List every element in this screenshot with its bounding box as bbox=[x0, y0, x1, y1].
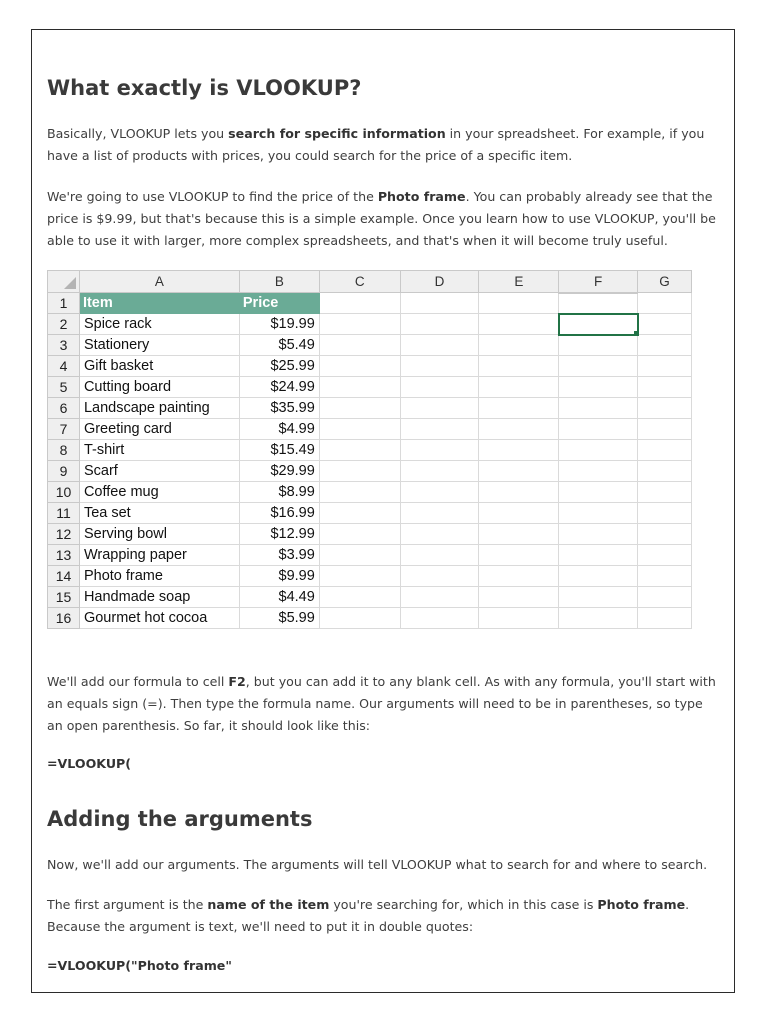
empty-cell[interactable] bbox=[638, 461, 692, 482]
cell-price[interactable]: $4.49 bbox=[239, 587, 319, 608]
empty-cell[interactable] bbox=[559, 608, 638, 629]
empty-cell[interactable] bbox=[319, 524, 400, 545]
row-number[interactable]: 10 bbox=[48, 482, 80, 503]
cell-price[interactable]: $25.99 bbox=[239, 356, 319, 377]
empty-cell[interactable] bbox=[400, 524, 479, 545]
cell-header-price[interactable]: Price bbox=[239, 293, 319, 314]
empty-cell[interactable] bbox=[400, 293, 479, 314]
cell-item[interactable]: Greeting card bbox=[79, 419, 239, 440]
empty-cell[interactable] bbox=[319, 419, 400, 440]
table-row bbox=[48, 377, 692, 398]
empty-cell[interactable] bbox=[559, 566, 638, 587]
cell-item[interactable]: Gourmet hot cocoa bbox=[79, 608, 239, 629]
table-row bbox=[48, 419, 692, 440]
empty-cell[interactable] bbox=[319, 398, 400, 419]
row-number[interactable]: 6 bbox=[48, 398, 80, 419]
text-run: We're going to use VLOOKUP to find the price of the bbox=[47, 189, 378, 204]
empty-cell[interactable] bbox=[400, 566, 479, 587]
cell-item[interactable]: Gift basket bbox=[79, 356, 239, 377]
empty-cell[interactable] bbox=[400, 587, 479, 608]
cell-price[interactable]: $8.99 bbox=[239, 482, 319, 503]
row-number[interactable]: 7 bbox=[48, 419, 80, 440]
empty-cell[interactable] bbox=[479, 608, 559, 629]
empty-cell[interactable] bbox=[638, 566, 692, 587]
text-run: The first argument is the bbox=[47, 897, 208, 912]
empty-cell[interactable] bbox=[479, 356, 559, 377]
cell-price[interactable]: $19.99 bbox=[239, 314, 319, 335]
empty-cell[interactable] bbox=[559, 293, 638, 314]
spreadsheet-grid bbox=[47, 270, 692, 629]
empty-cell[interactable] bbox=[400, 377, 479, 398]
row-number[interactable]: 2 bbox=[48, 314, 80, 335]
cell-item[interactable]: Scarf bbox=[79, 461, 239, 482]
empty-cell[interactable] bbox=[319, 356, 400, 377]
table-row bbox=[48, 314, 692, 335]
column-header-row bbox=[48, 271, 692, 293]
text-run: Basically, VLOOKUP lets you bbox=[47, 126, 229, 141]
empty-cell[interactable] bbox=[319, 482, 400, 503]
empty-cell[interactable] bbox=[638, 587, 692, 608]
empty-cell[interactable] bbox=[319, 314, 400, 335]
cell-price[interactable]: $29.99 bbox=[239, 461, 319, 482]
empty-cell[interactable] bbox=[479, 293, 559, 314]
table-row bbox=[48, 524, 692, 545]
bold-run: Photo frame bbox=[377, 189, 466, 204]
row-number[interactable]: 8 bbox=[48, 440, 80, 461]
empty-cell[interactable] bbox=[638, 608, 692, 629]
row-number[interactable]: 12 bbox=[48, 524, 80, 545]
empty-cell[interactable] bbox=[400, 545, 479, 566]
bold-run: F2 bbox=[228, 674, 246, 689]
column-header-a[interactable]: A bbox=[79, 271, 239, 293]
column-header-e[interactable]: E bbox=[479, 271, 559, 293]
column-header-d[interactable]: D bbox=[400, 271, 479, 293]
empty-cell[interactable] bbox=[479, 419, 559, 440]
empty-cell[interactable] bbox=[559, 503, 638, 524]
empty-cell[interactable] bbox=[559, 398, 638, 419]
row-number[interactable]: 14 bbox=[48, 566, 80, 587]
empty-cell[interactable] bbox=[559, 377, 638, 398]
empty-cell[interactable] bbox=[319, 293, 400, 314]
cell-header-item[interactable]: Item bbox=[79, 293, 239, 314]
empty-cell[interactable] bbox=[319, 566, 400, 587]
cell-price[interactable]: $12.99 bbox=[239, 524, 319, 545]
article-frame bbox=[31, 29, 735, 993]
empty-cell[interactable] bbox=[479, 377, 559, 398]
empty-cell[interactable] bbox=[319, 335, 400, 356]
cell-price[interactable]: $4.99 bbox=[239, 419, 319, 440]
table-row bbox=[48, 587, 692, 608]
empty-cell[interactable] bbox=[319, 461, 400, 482]
column-header-f[interactable]: F bbox=[559, 271, 638, 293]
select-all-triangle-icon bbox=[64, 277, 76, 289]
empty-cell[interactable] bbox=[400, 314, 479, 335]
cell-price[interactable]: $5.49 bbox=[239, 335, 319, 356]
table-row bbox=[48, 503, 692, 524]
text-run: . Because the argument is text, we'll need to put it in double quotes: bbox=[47, 897, 690, 934]
row-number[interactable]: 1 bbox=[48, 293, 80, 314]
empty-cell[interactable] bbox=[479, 482, 559, 503]
paragraph-first-argument bbox=[47, 894, 719, 938]
bold-run: Photo frame bbox=[597, 897, 686, 912]
empty-cell[interactable] bbox=[479, 566, 559, 587]
empty-cell[interactable] bbox=[319, 545, 400, 566]
cell-price[interactable]: $35.99 bbox=[239, 398, 319, 419]
empty-cell[interactable] bbox=[638, 377, 692, 398]
table-row bbox=[48, 356, 692, 377]
select-all-corner[interactable] bbox=[48, 271, 80, 293]
empty-cell[interactable] bbox=[400, 503, 479, 524]
row-number[interactable]: 4 bbox=[48, 356, 80, 377]
row-number[interactable]: 3 bbox=[48, 335, 80, 356]
formula-example-2: =VLOOKUP("Photo frame" bbox=[47, 958, 232, 973]
empty-cell[interactable] bbox=[479, 314, 559, 335]
column-header-b[interactable]: B bbox=[239, 271, 319, 293]
cell-item[interactable]: Spice rack bbox=[79, 314, 239, 335]
empty-cell[interactable] bbox=[559, 335, 638, 356]
table-row bbox=[48, 608, 692, 629]
paragraph-photo-frame bbox=[47, 186, 719, 252]
paragraph-intro bbox=[47, 123, 719, 167]
text-run: , but you can add it to any blank cell. As with any formula, you'll start with an equals sign (=). Then type the formula name. Our arguments will need to be in parentheses, so type an open parenthesis. So far, it should look like this: bbox=[47, 674, 716, 733]
cell-price[interactable]: $3.99 bbox=[239, 545, 319, 566]
empty-cell[interactable] bbox=[319, 587, 400, 608]
bold-run: name of the item bbox=[207, 897, 330, 912]
cell-price[interactable]: $24.99 bbox=[239, 377, 319, 398]
paragraph-arguments: Now, we'll add our arguments. The arguments will tell VLOOKUP what to search for and where to search. bbox=[47, 857, 708, 872]
empty-cell[interactable] bbox=[319, 377, 400, 398]
cell-item[interactable]: Stationery bbox=[79, 335, 239, 356]
table-row bbox=[48, 398, 692, 419]
text-run: . You can probably already see that the price is $9.99, but that's because this is a simple example. Once you learn how to use VLOOKUP, you'll be able to use it with larger, more complex spreadsheets, and that's when it will become truly useful. bbox=[47, 189, 716, 248]
empty-cell[interactable] bbox=[559, 524, 638, 545]
empty-cell[interactable] bbox=[400, 440, 479, 461]
empty-cell[interactable] bbox=[559, 482, 638, 503]
cell-item[interactable]: Handmade soap bbox=[79, 587, 239, 608]
row-number[interactable]: 13 bbox=[48, 545, 80, 566]
cell-item[interactable]: Coffee mug bbox=[79, 482, 239, 503]
paragraph-formula-cell bbox=[47, 671, 719, 737]
row-number[interactable]: 15 bbox=[48, 587, 80, 608]
cell-item[interactable]: Cutting board bbox=[79, 377, 239, 398]
empty-cell[interactable] bbox=[638, 335, 692, 356]
empty-cell[interactable] bbox=[559, 419, 638, 440]
empty-cell[interactable] bbox=[400, 419, 479, 440]
empty-cell[interactable] bbox=[479, 398, 559, 419]
cell-price[interactable]: $15.49 bbox=[239, 440, 319, 461]
empty-cell[interactable] bbox=[638, 356, 692, 377]
empty-cell[interactable] bbox=[638, 545, 692, 566]
table-row bbox=[48, 545, 692, 566]
text-run: you're searching for, which in this case is bbox=[329, 897, 598, 912]
cell-price[interactable]: $5.99 bbox=[239, 608, 319, 629]
cell-item[interactable]: Photo frame bbox=[79, 566, 239, 587]
cell-item[interactable]: T-shirt bbox=[79, 440, 239, 461]
row-number[interactable]: 11 bbox=[48, 503, 80, 524]
empty-cell[interactable] bbox=[638, 314, 692, 335]
row-number[interactable]: 9 bbox=[48, 461, 80, 482]
empty-cell[interactable] bbox=[559, 587, 638, 608]
spreadsheet-screenshot bbox=[47, 270, 692, 650]
empty-cell[interactable] bbox=[638, 503, 692, 524]
cell-price[interactable]: $9.99 bbox=[239, 566, 319, 587]
empty-cell[interactable] bbox=[400, 608, 479, 629]
bold-run: search for specific information bbox=[228, 126, 446, 141]
heading-adding-arguments: Adding the arguments bbox=[47, 807, 313, 831]
empty-cell[interactable] bbox=[400, 398, 479, 419]
cell-item[interactable]: Tea set bbox=[79, 503, 239, 524]
text-run: We'll add our formula to cell bbox=[47, 674, 229, 689]
heading-what-is-vlookup: What exactly is VLOOKUP? bbox=[47, 76, 362, 100]
empty-cell[interactable] bbox=[559, 440, 638, 461]
empty-cell[interactable] bbox=[479, 524, 559, 545]
empty-cell[interactable] bbox=[400, 356, 479, 377]
table-row bbox=[48, 440, 692, 461]
empty-cell[interactable] bbox=[638, 419, 692, 440]
column-header-g[interactable]: G bbox=[638, 271, 692, 293]
empty-cell[interactable] bbox=[479, 461, 559, 482]
empty-cell[interactable] bbox=[479, 335, 559, 356]
empty-cell[interactable] bbox=[479, 440, 559, 461]
empty-cell[interactable] bbox=[638, 398, 692, 419]
table-header-row bbox=[48, 293, 692, 314]
table-row bbox=[48, 566, 692, 587]
empty-cell[interactable] bbox=[559, 461, 638, 482]
formula-example-1: =VLOOKUP( bbox=[47, 756, 132, 771]
empty-cell[interactable] bbox=[638, 524, 692, 545]
empty-cell[interactable] bbox=[638, 482, 692, 503]
empty-cell[interactable] bbox=[638, 293, 692, 314]
empty-cell[interactable] bbox=[400, 461, 479, 482]
table-row bbox=[48, 482, 692, 503]
empty-cell[interactable] bbox=[559, 356, 638, 377]
cell-item[interactable]: Serving bowl bbox=[79, 524, 239, 545]
row-number[interactable]: 16 bbox=[48, 608, 80, 629]
fill-handle[interactable] bbox=[633, 330, 638, 335]
empty-cell[interactable] bbox=[400, 482, 479, 503]
empty-cell[interactable] bbox=[559, 545, 638, 566]
cell-price[interactable]: $16.99 bbox=[239, 503, 319, 524]
empty-cell[interactable] bbox=[319, 608, 400, 629]
cell-item[interactable]: Landscape painting bbox=[79, 398, 239, 419]
text-run: in your spreadsheet. For example, if you have a list of products with prices, you could search for the price of a specific item. bbox=[47, 126, 705, 163]
selected-cell-f2[interactable] bbox=[559, 314, 638, 335]
table-row bbox=[48, 461, 692, 482]
empty-cell[interactable] bbox=[638, 440, 692, 461]
table-row bbox=[48, 335, 692, 356]
empty-cell[interactable] bbox=[479, 587, 559, 608]
column-header-c[interactable]: C bbox=[319, 271, 400, 293]
row-number[interactable]: 5 bbox=[48, 377, 80, 398]
empty-cell[interactable] bbox=[479, 503, 559, 524]
empty-cell[interactable] bbox=[479, 545, 559, 566]
empty-cell[interactable] bbox=[319, 440, 400, 461]
cell-item[interactable]: Wrapping paper bbox=[79, 545, 239, 566]
empty-cell[interactable] bbox=[400, 335, 479, 356]
empty-cell[interactable] bbox=[319, 503, 400, 524]
